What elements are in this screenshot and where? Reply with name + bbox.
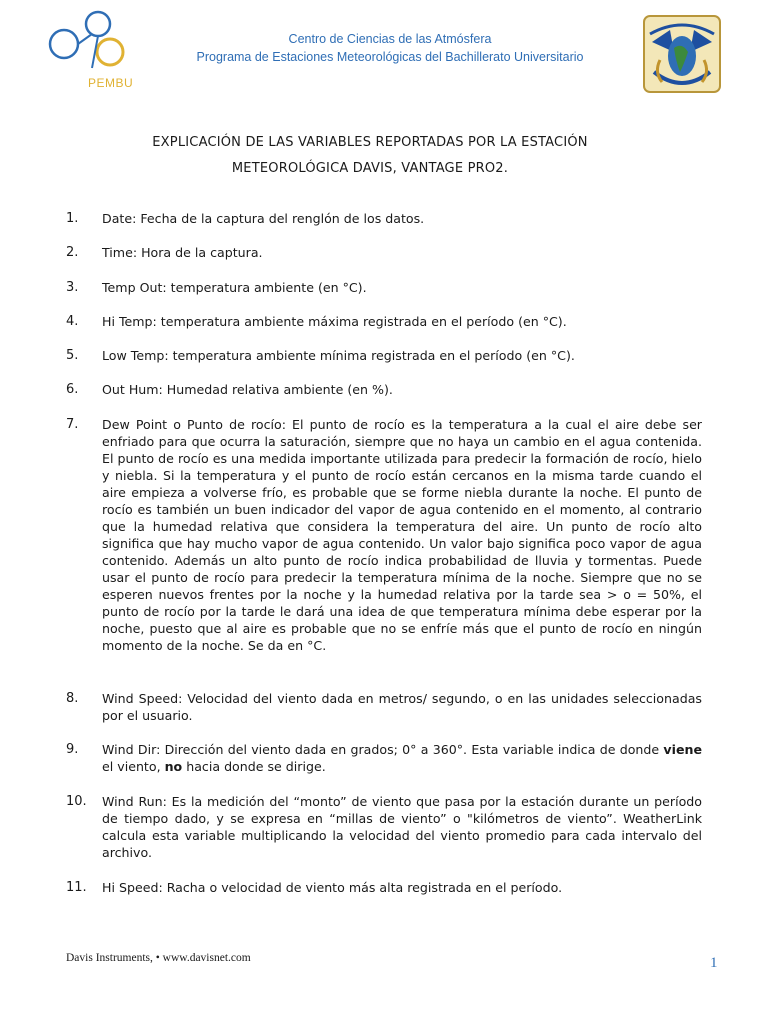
title-line-1: EXPLICACIÓN DE LAS VARIABLES REPORTADAS POR LA ESTACIÓN — [152, 135, 588, 150]
item-number: 5. — [66, 348, 79, 363]
item-text: Date: Fecha de la captura del renglón de los datos. — [102, 211, 425, 226]
item-text-bold: viene — [663, 742, 702, 757]
item-text: Hi Speed: Racha o velocidad de viento más alta registrada en el período. — [102, 880, 563, 895]
item-number: 8. — [66, 691, 79, 706]
footer-source: Davis Instruments, • www.davisnet.com — [66, 952, 251, 964]
item-text: Wind Speed: Velocidad del viento dada en metros/ segundo, o en las unidades seleccionadas por el usuario. — [102, 691, 702, 723]
header-program: Programa de Estaciones Meteorológicas del Bachillerato Universitario — [196, 50, 584, 64]
item-number: 7. — [66, 417, 79, 432]
page-number: 1 — [710, 955, 718, 971]
item-number: 2. — [66, 245, 79, 260]
document-header — [150, 30, 630, 66]
item-text-part: el viento, — [102, 759, 165, 774]
item-text-part: Wind Dir: Dirección del viento dada en grados; 0° a 360°. Esta variable indica de donde — [102, 742, 664, 757]
header-institution: Centro de Ciencias de las Atmósfera — [288, 32, 492, 46]
title-line-2: METEOROLÓGICA DAVIS, VANTAGE PRO2. — [231, 161, 509, 176]
item-text: Dew Point o Punto de rocío: El punto de rocío es la temperatura a la cual el aire debe ser enfriado para que ocurra la saturación, siempre que no haya un cambio en el agua contenida. El punto de rocío es una medida importante utilizada para predecir la formación de rocío, hielo y niebla. Si la temperatura y el punto de rocío están cercanos en la misma tarde cuando el aire empieza a volverse frío, es probable que se forme niebla durante la noche. El punto de rocío es también un buen indicador del vapor de agua contenido en el momento, al contrario que la humedad relativa que considera la temperatura del aire. Un punto de rocío alto significa que hay mucho vapor de agua contenido. Un valor bajo significa poco vapor de agua contenido. Además un alto punto de rocío indica probabilidad de lluvia y tormentas. Puede usar el punto de rocío para predecir la temperatura mínima de la noche. Siempre que no se esperen nuevos frentes por la noche y la humedad relativa por la tarde sea > o = 50%, el punto de rocío por la tarde le dará una idea de que temperatura mínima debe esperar por la noche, puesto que al aire es probable que no se enfríe más que el punto de rocío en ningún momento de la noche. Se da en °C. — [102, 417, 702, 653]
unam-seal-icon — [640, 12, 724, 96]
item-number: 11. — [66, 880, 87, 895]
item-number: 1. — [66, 211, 79, 226]
item-text: Out Hum: Humedad relativa ambiente (en %). — [102, 382, 393, 397]
item-number: 3. — [66, 280, 79, 295]
item-number: 9. — [66, 742, 79, 757]
item-text: Temp Out: temperatura ambiente (en °C). — [102, 280, 367, 295]
document-title — [60, 130, 680, 182]
item-text-part: hacia donde se dirige. — [182, 759, 326, 774]
item-text: Low Temp: temperatura ambiente mínima registrada en el período (en °C). — [102, 348, 575, 363]
item-number: 10. — [66, 794, 87, 809]
item-text: Hi Temp: temperatura ambiente máxima registrada en el período (en °C). — [102, 314, 567, 329]
item-text: Time: Hora de la captura. — [102, 245, 263, 260]
item-number: 4. — [66, 314, 79, 329]
item-text: Wind Run: Es la medición del “monto” de viento que pasa por la estación durante un período de tiempo dado, y se expresa en “millas de viento” o "kilómetros de viento”. WeatherLink calcula esta variable multiplicando la velocidad del viento promedio para cada intervalo del archivo. — [102, 794, 702, 860]
item-text-bold: no — [164, 759, 183, 774]
pembu-logo-text: PEMBU — [88, 76, 134, 90]
item-number: 6. — [66, 382, 79, 397]
item-text — [102, 741, 702, 775]
